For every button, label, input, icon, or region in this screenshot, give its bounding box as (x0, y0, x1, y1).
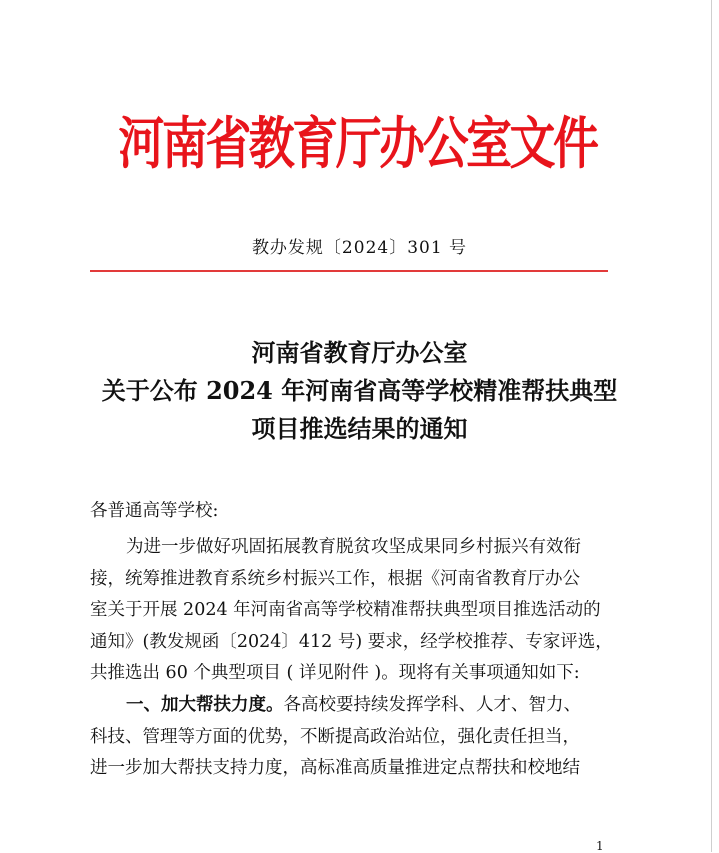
page-number: 1 (596, 839, 604, 853)
body-text (90, 532, 650, 785)
title-line-1: 河南省教育厅办公室 (251, 338, 468, 367)
document-number: 教办发规〔2024〕301 号 (251, 238, 468, 258)
section-1-line-1 (90, 690, 650, 722)
section-1-line-3: 进一步加大帮扶支持力度，高标准高质量推进定点帮扶和校地结 (90, 758, 580, 779)
issuer-red-header: 河南省教育厅办公室文件 (118, 111, 597, 177)
title-line-3: 项目推选结果的通知 (251, 414, 468, 443)
section-1-line-2: 科技、管理等方面的优势，不断提高政治站位，强化责任担当， (90, 726, 580, 747)
section-1-first-line-text: 各高校要持续发挥学科、人才、智力、 (283, 694, 581, 715)
title-line-2: 关于公布 2024 年河南省高等学校精准帮扶典型 (101, 376, 618, 405)
notice-title (0, 334, 719, 448)
section-1-heading: 一、加大帮扶力度。 (126, 694, 284, 715)
paragraph-1-line-5: 共推选出 60 个典型项目 ( 详见附件 )。现将有关事项通知如下: (90, 663, 580, 684)
paragraph-1-line-3: 室关于开展 2024 年河南省高等学校精准帮扶典型项目推选活动的 (90, 600, 601, 621)
paragraph-1-line-1: 为进一步做好巩固拓展教育脱贫攻坚成果同乡村振兴有效衔 (126, 537, 581, 557)
red-separator-line (90, 270, 608, 272)
paragraph-1-line-2: 接，统筹推进教育系统乡村振兴工作，根据《河南省教育厅办公 (90, 568, 580, 589)
salutation: 各普通高等学校: (90, 501, 219, 521)
paragraph-1-line-4: 通知》(教发规函〔2024〕412 号) 要求，经学校推荐、专家评选， (90, 631, 613, 652)
